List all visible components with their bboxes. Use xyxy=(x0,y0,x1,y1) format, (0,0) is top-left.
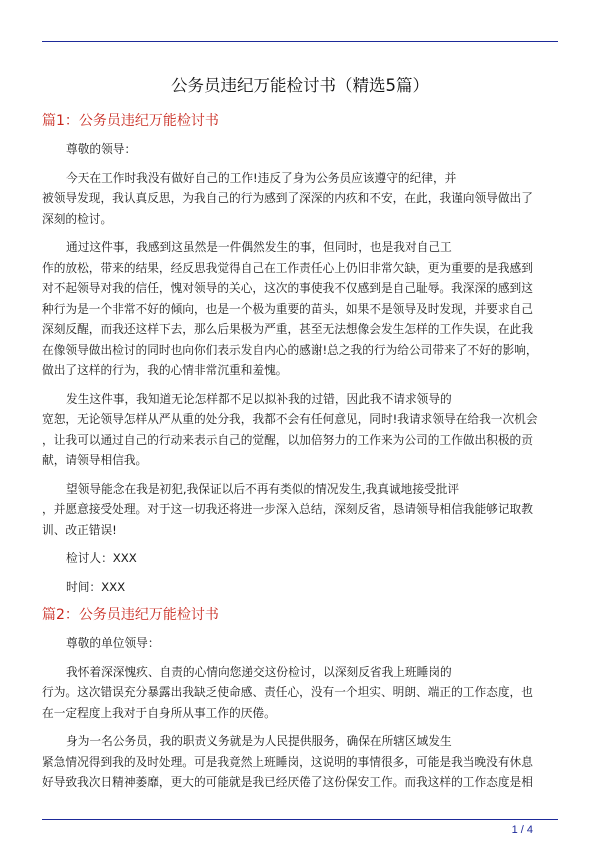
paragraph-line: 身为一名公务员，我的职责义务就是为人民提供服务，确保在所辖区域发生 xyxy=(66,734,452,748)
paragraph-line: 紧急情况得到我的及时处理。可是我竟然上班睡岗，这说明的事情很多，可能是我当晚没有休息 xyxy=(42,754,533,769)
paragraph-line: 好导致我次日精神萎靡，更大的可能就是我已经厌倦了这份保安工作。而我这样的工作态度是相 xyxy=(42,775,533,789)
section-1 xyxy=(42,111,558,597)
paragraph-line: 通过这件事，我感到这虽然是一件偶然发生的事，但同时，也是我对自己工 xyxy=(66,240,452,254)
paragraph-line: 今天在工作时我没有做好自己的工作!违反了身为公务员应该遵守的纪律，并 xyxy=(66,170,457,185)
paragraph-line: 宽恕，无论领导怎样从严从重的处分我，我都不会有任何意见，同时!我请求领导在给我一次机会 xyxy=(42,412,538,426)
paragraph-line: 在一定程度上我对于自身所从事工作的厌倦。 xyxy=(42,705,276,720)
paragraph xyxy=(42,389,558,471)
document-body xyxy=(42,74,558,812)
paragraph-line: 发生这件事，我知道无论怎样都不足以拟补我的过错，因此我不请求领导的 xyxy=(66,391,452,406)
paragraph xyxy=(42,577,558,598)
page-number: 1 / 4 xyxy=(511,824,533,836)
paragraph-line: 做出了这样的行为，我的心情非常沉重和羞愧。 xyxy=(42,363,288,377)
paragraph-line: 献，请领导相信我。 xyxy=(42,453,148,467)
paragraph xyxy=(42,662,558,724)
footer-rule xyxy=(42,819,558,820)
paragraph xyxy=(42,139,558,160)
paragraph-line: 尊敬的单位领导： xyxy=(66,636,160,650)
paragraph-line: 尊敬的领导： xyxy=(66,142,137,156)
paragraph-line: 被领导发现，我认真反思，为我自己的行为感到了深深的内疚和不安，在此，我谨向领导做出了 xyxy=(42,191,533,205)
paragraph-line: 我怀着深深愧疚、自责的心情向您递交这份检讨，以深刻反省我上班睡岗的 xyxy=(66,664,452,679)
paragraph-line: 深刻的检讨。 xyxy=(42,211,113,226)
paragraph-line: 检讨人：XXX xyxy=(66,551,137,565)
paragraph-line: 训、改正错误! xyxy=(42,522,117,537)
paragraph-line: 对不起领导对我的信任，愧对领导的关心，这次的事使我不仅感到是自己耻辱。我深深的感到这 xyxy=(42,281,533,295)
paragraph xyxy=(42,731,558,793)
section-heading: 篇1：公务员违纪万能检讨书 xyxy=(42,113,219,129)
paragraph-line: ，并愿意接受处理。对于这一切我还将进一步深入总结，深刻反省，恳请领导相信我能够记取教 xyxy=(42,502,533,516)
paragraph xyxy=(42,548,558,569)
paragraph-line: 作的放松，带来的结果，经反思我觉得自己在工作责任心上仍旧非常欠缺，更为重要的是我感到 xyxy=(42,260,533,275)
paragraph-line: ，让我可以通过自己的行动来表示自己的觉醒，以加倍努力的工作来为公司的工作做出积极的贡 xyxy=(42,432,533,447)
paragraph-line: 望领导能念在我是初犯,我保证以后不再有类似的情况发生,我真诚地接受批评 xyxy=(66,481,460,496)
paragraph xyxy=(42,633,558,654)
paragraph-line: 时间：XXX xyxy=(66,579,126,594)
paragraph xyxy=(42,479,558,541)
section-2 xyxy=(42,605,558,793)
paragraph-line: 在像领导做出检讨的同时也向你们表示发自内心的感谢!总之我的行为给公司带来了不好的影响， xyxy=(42,342,538,357)
sections-container xyxy=(42,111,558,793)
paragraph-line: 深刻反醒，而我还这样下去，那么后果极为严重，甚至无法想像会发生怎样的工作失误，在此我 xyxy=(42,322,533,336)
header-rule xyxy=(42,41,558,42)
section-heading: 篇2：公务员违纪万能检讨书 xyxy=(42,607,219,623)
paragraph xyxy=(42,168,558,230)
document-title: 公务员违纪万能检讨书（精选5篇） xyxy=(171,76,429,95)
paragraph-line: 行为。这次错误充分暴露出我缺乏使命感、责任心，没有一个坦实、明朗、端正的工作态度，也 xyxy=(42,685,533,699)
paragraph xyxy=(42,237,558,381)
paragraph-line: 种行为是一个非常不好的倾向，也是一个极为重要的苗头，如果不是领导及时发现，并要求自己 xyxy=(42,301,533,316)
